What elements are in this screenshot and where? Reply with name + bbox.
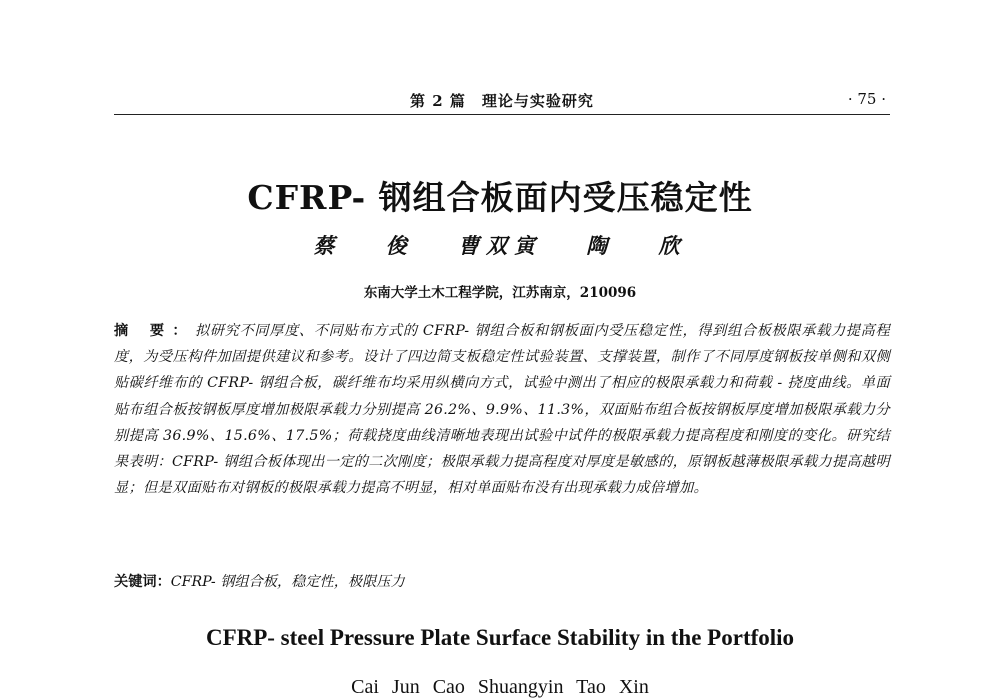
affiliation: 东南大学土木工程学院，江苏南京，210096 (363, 285, 637, 301)
keywords-label: 关键词： (114, 574, 171, 590)
paper-title: CFRP- 钢组合板面内受压稳定性 (247, 178, 753, 217)
english-authors: Cai Jun Cao Shuangyin Tao Xin (351, 676, 649, 698)
abstract-label: 摘 要： (114, 323, 195, 339)
running-header (114, 86, 890, 115)
abstract-text: 拟研究不同厚度、不同贴布方式的 CFRP- 钢组合板和钢板面内受压稳定性，得到组合板极限承载力提高程度，为受压构件加固提供建议和参考。设计了四边简支板稳定性试验装置、支撑装置，制作了不同厚度钢板按单侧和双侧贴碳纤维布的 CFRP- 钢组合板，碳纤维布均采用纵横向方式，试验中测出了相应的极限承载力和荷载 - 挠度曲线。单面贴布组合板按钢板厚度增加极限承载力分别提高 26.2%、9.9%、11.3%，双面贴布组合板按钢板厚度增加极限承载力分别提高 36.9%、15.6%、17.5%；荷载挠度曲线清晰地表现出试验中试件的极限承载力提高程度和刚度的变化。研究结果表明：CFRP- 钢组合板体现出一定的二次刚度；极限承载力提高程度对厚度是敏感的，原钢板越薄极限承载力提高越明显；但是双面贴布对钢板的极限承载力提高不明显，相对单面贴布没有出现承载力成倍增加。 (114, 323, 890, 497)
authors: 蔡 俊 曹双寅 陶 欣 (313, 233, 687, 258)
keywords (114, 571, 890, 591)
english-title: CFRP- steel Pressure Plate Surface Stability in the Portfolio (205, 625, 795, 650)
page-number: · 75 · (847, 90, 886, 108)
header-section-title: 第 2 篇 理论与实验研究 (410, 92, 594, 110)
abstract (114, 318, 890, 501)
keywords-text: CFRP- 钢组合板，稳定性，极限压力 (170, 574, 405, 590)
